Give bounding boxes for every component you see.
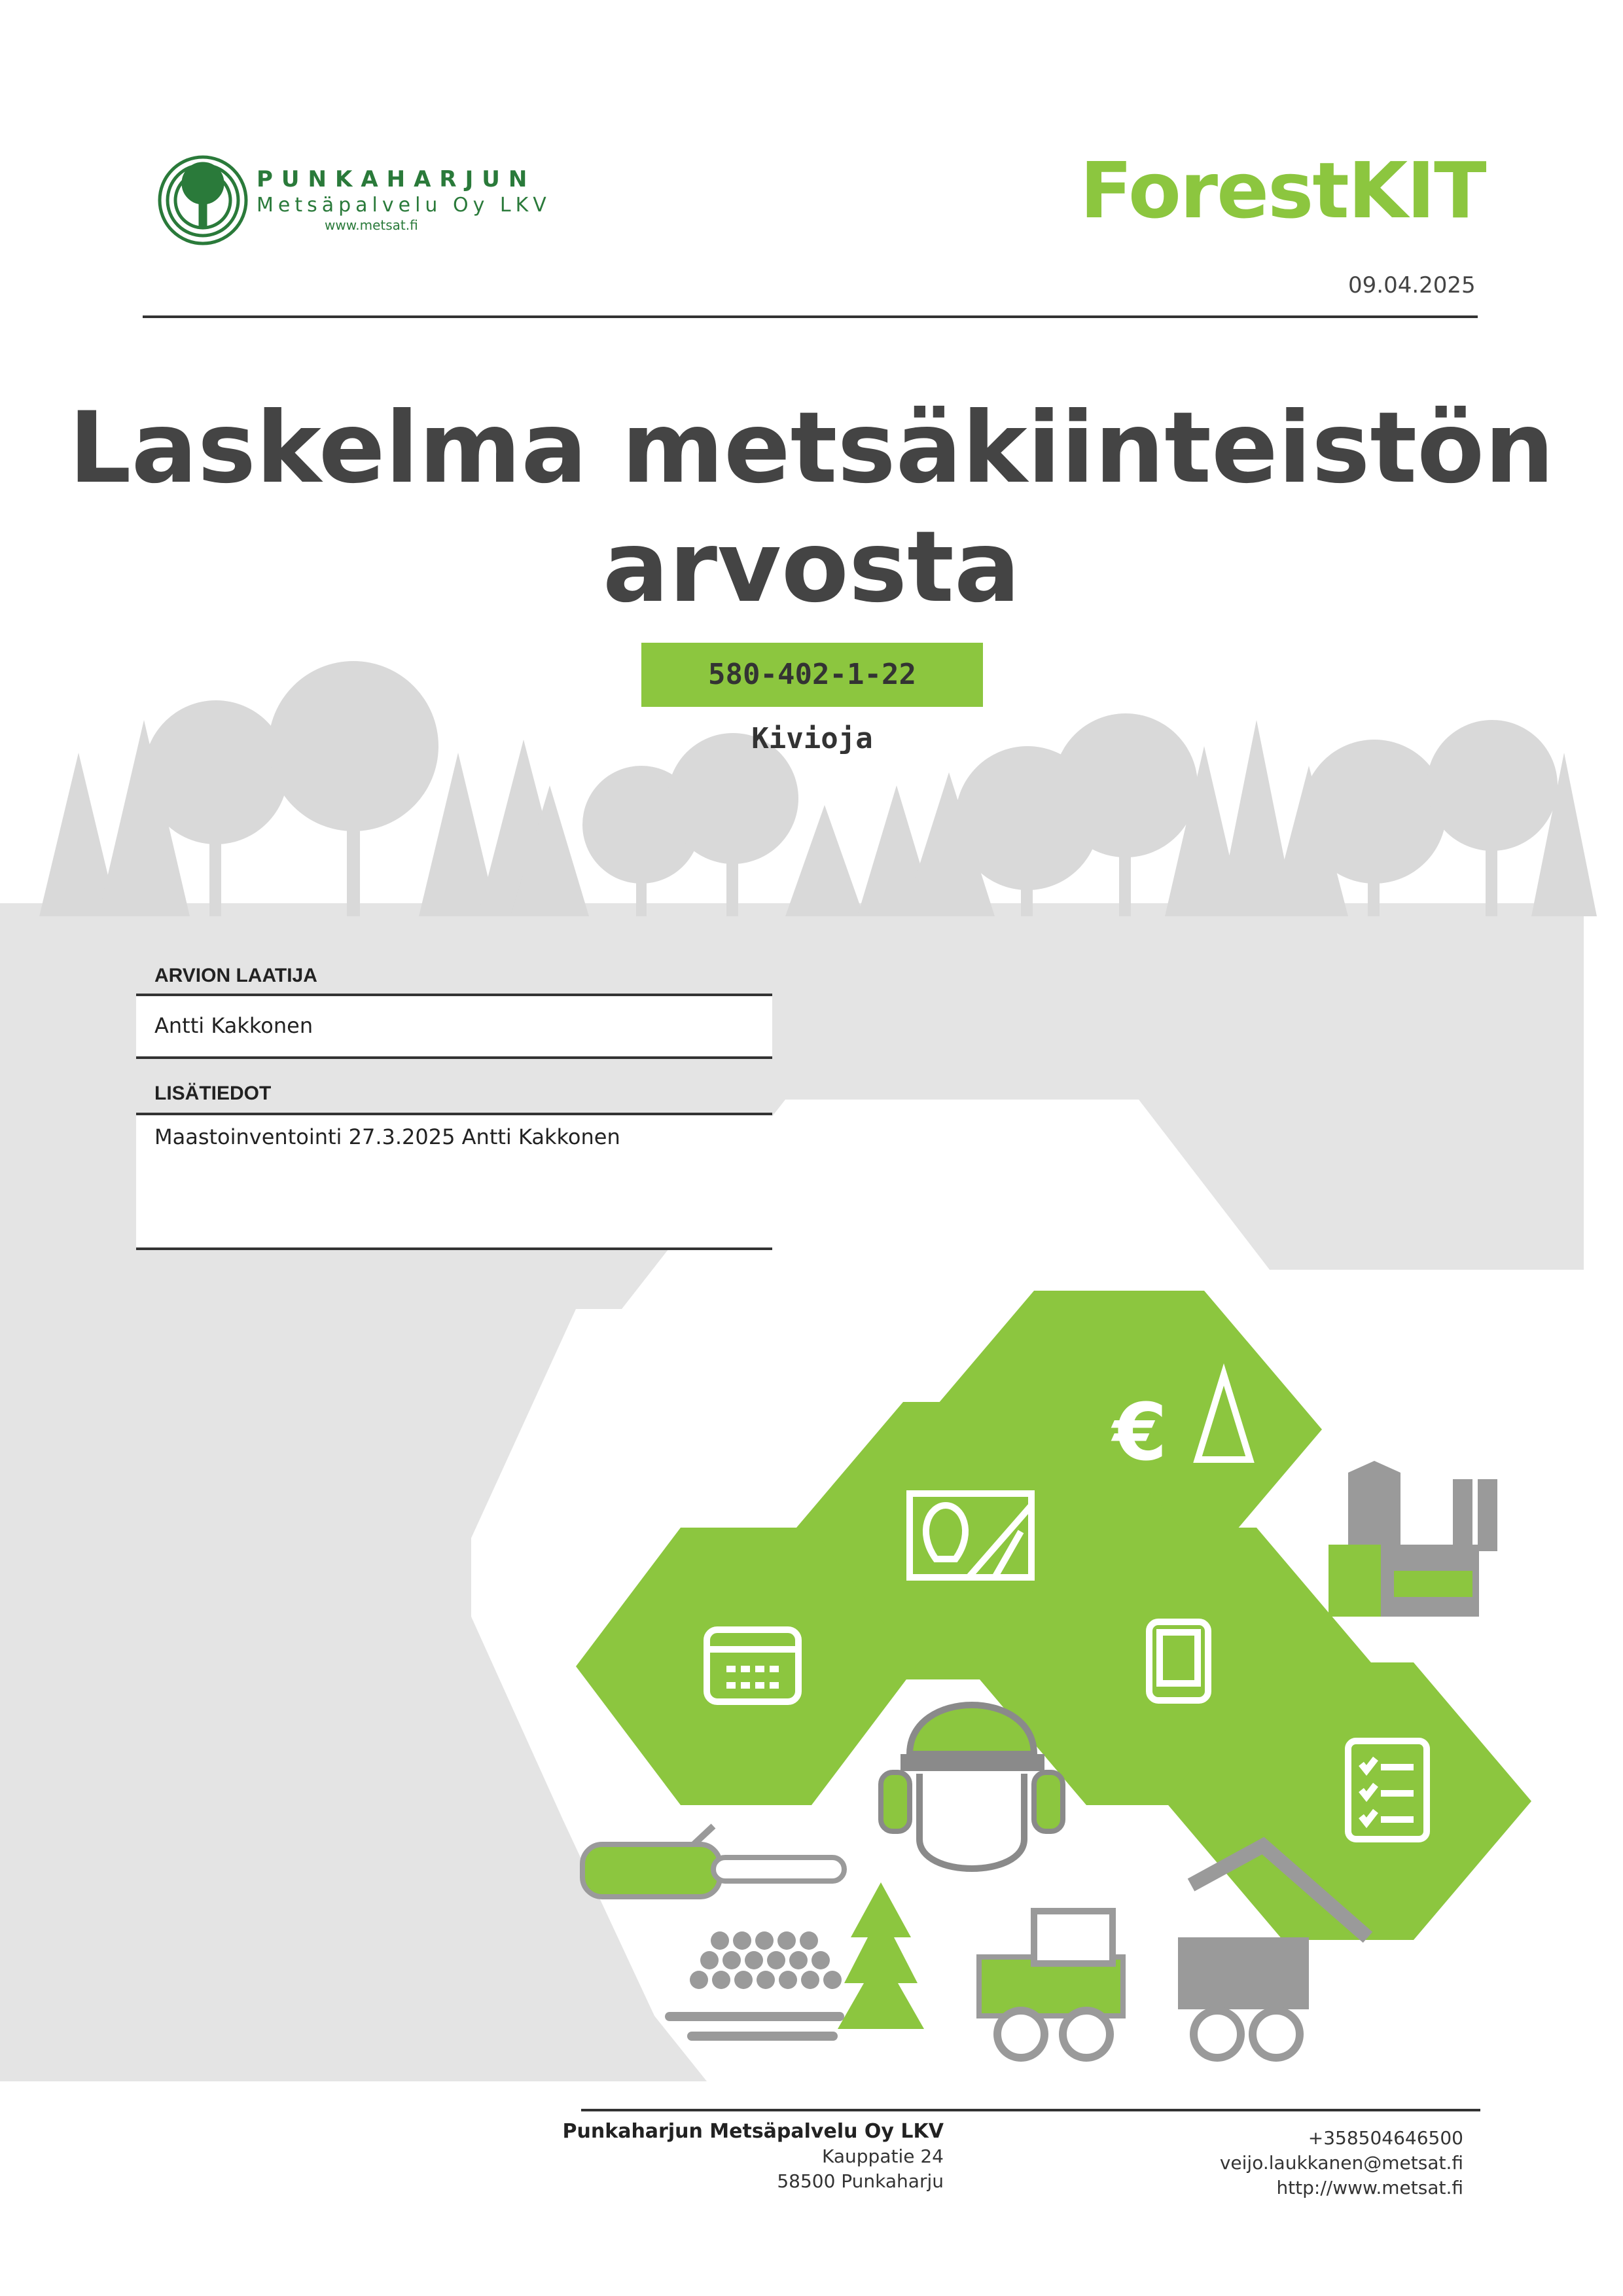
brand-title: ForestKIT (1080, 145, 1486, 236)
forwarder-machine-icon (979, 1846, 1368, 2058)
appraiser-field (136, 994, 772, 1059)
footer-phone: +358504646500 (1308, 2127, 1463, 2149)
logo-subtitle: Metsäpalvelu Oy LKV (257, 194, 551, 217)
info-label: LISÄTIEDOT (154, 1083, 272, 1104)
logo-url: www.metsat.fi (325, 217, 418, 233)
header-divider (143, 315, 1478, 318)
spruce-tree-icon (838, 1882, 924, 2029)
appraiser-label: ARVION LAATIJA (154, 965, 317, 986)
logo-emblem-icon (160, 157, 246, 243)
footer-email[interactable]: veijo.laukkanen@metsat.fi (1219, 2152, 1463, 2174)
logo-name: PUNKAHARJUN (257, 166, 536, 192)
chainsaw-icon (582, 1826, 844, 1897)
page-title-line2: arvosta (602, 511, 1021, 624)
page-title-line1: Laskelma metsäkiinteistön (69, 391, 1554, 505)
footer-address (563, 2119, 944, 2194)
svg-text:€: € (1113, 1388, 1168, 1479)
property-badge: 580-402-1-22 Kivioja (641, 643, 983, 707)
footer-company: Punkaharjun Metsäpalvelu Oy LKV (562, 2120, 944, 2143)
info-value: Maastoinventointi 27.3.2025 Antti Kakkonen (154, 1124, 620, 1149)
log-pile-icon (665, 1931, 844, 2041)
footer-street: Kauppatie 24 (822, 2145, 944, 2167)
footer-divider (581, 2109, 1480, 2111)
factory-icon (1329, 1461, 1497, 1617)
footer-city: 58500 Punkaharju (777, 2170, 944, 2192)
appraiser-value: Antti Kakkonen (154, 1013, 313, 1038)
footer-web[interactable]: http://www.metsat.fi (1276, 2177, 1463, 2198)
report-date: 09.04.2025 (1348, 272, 1476, 298)
footer-contact (1220, 2126, 1463, 2200)
info-field (136, 1113, 772, 1250)
